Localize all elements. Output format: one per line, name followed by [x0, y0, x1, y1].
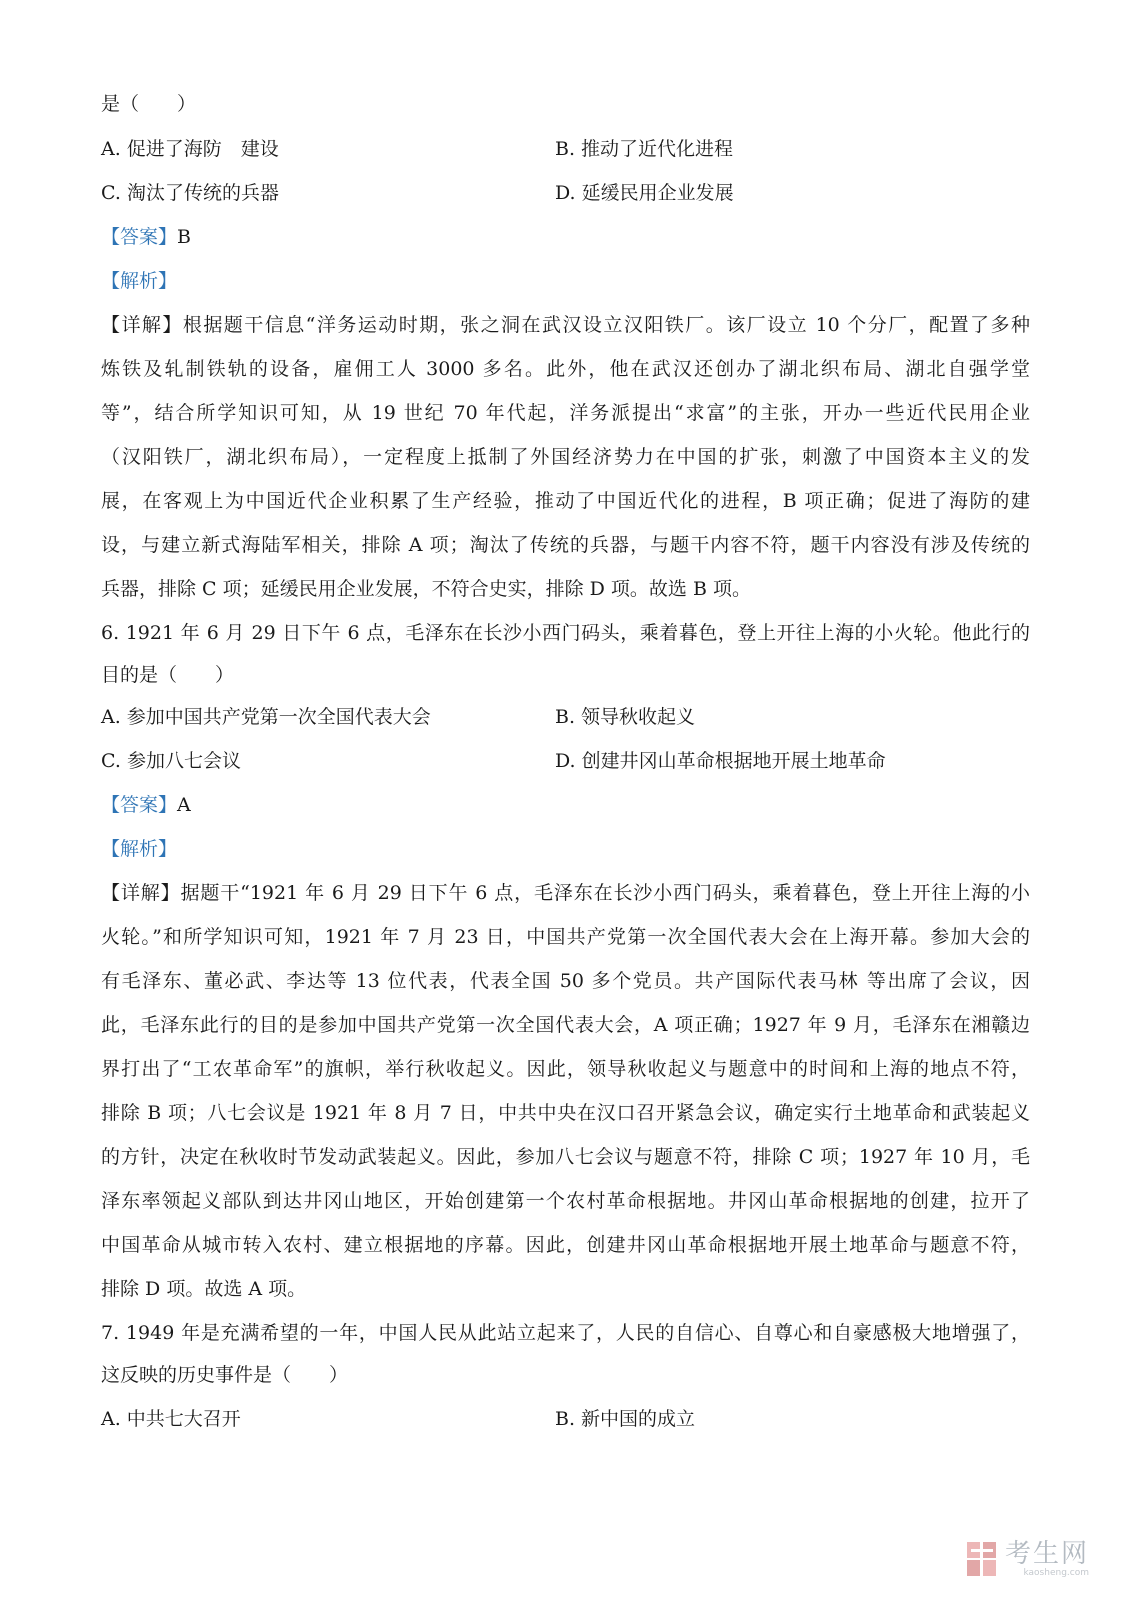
q7-option-a: A. 中共七大召开 — [101, 1408, 241, 1430]
q6-detail-line-7: 的方针，决定在秋收时节发动武装起义。因此，参加八七会议与题意不符，排除 C 项；1927 年 10 月，毛 — [101, 1146, 1030, 1168]
q5-option-b: B. 推动了近代化进程 — [555, 138, 734, 160]
q6-detail-line-10: 排除 D 项。故选 A 项。 — [101, 1278, 307, 1300]
q6-detail-line-1 — [101, 881, 1030, 905]
q5-option-c: C. 淘汰了传统的兵器 — [101, 182, 279, 204]
q6-detail-line-6: 排除 B 项；八七会议是 1921 年 8 月 7 日，中共中央在汉口召开紧急会议，确定实行土地革命和武装起义 — [101, 1102, 1030, 1124]
q6-option-a: A. 参加中国共产党第一次全国代表大会 — [101, 706, 431, 728]
q5-option-d: D. 延缓民用企业发展 — [555, 182, 734, 204]
q5-analysis-tag: 【解析】 — [101, 270, 178, 292]
q6-answer — [101, 793, 191, 817]
q7-stem-line-2: 这反映的历史事件是（ ） — [101, 1364, 349, 1386]
q5-detail-line-3: 等”，结合所学知识可知，从 19 世纪 70 年代起，洋务派提出“求富”的主张，开办一些近代民用企业 — [101, 402, 1030, 424]
q5-detail-line-4: （汉阳铁厂，湖北织布局），一定程度上抵制了外国经济势力在中国的扩张，刺激了中国资本主义的发 — [101, 446, 1030, 468]
answer-value: B — [177, 226, 191, 248]
q6-option-c: C. 参加八七会议 — [101, 750, 241, 772]
watermark-text: 考生网 — [1004, 1539, 1089, 1569]
q6-option-d: D. 创建井冈山革命根据地开展土地革命 — [555, 750, 886, 772]
q5-stem-end: 是（ ） — [101, 93, 197, 115]
q5-detail-line-5: 展，在客观上为中国近代企业积累了生产经验，推动了中国近代化的进程，B 项正确；促进了海防的建 — [101, 490, 1030, 512]
q5-detail-line-1 — [101, 313, 1030, 337]
q6-detail-line-5: 界打出了“工农革命军”的旗帜，举行秋收起义。因此，领导秋收起义与题意中的时间和上海的地点不符， — [101, 1058, 1030, 1080]
detail-tag: 【详解】 — [101, 882, 181, 904]
q6-detail-line-3: 有毛泽东、董必武、李达等 13 位代表，代表全国 50 多个党员。共产国际代表马林 等出席了会议，因 — [101, 970, 1030, 992]
q5-detail-line-2: 炼铁及轧制铁轨的设备，雇佣工人 3000 多名。此外，他在武汉还创办了湖北织布局、湖北自强学堂 — [101, 358, 1030, 380]
q7-option-b: B. 新中国的成立 — [555, 1408, 696, 1430]
q6-stem-line-1: 6. 1921 年 6 月 29 日下午 6 点，毛泽东在长沙小西门码头，乘着暮色，登上开往上海的小火轮。他此行的 — [101, 622, 1030, 644]
watermark-url: kaosheng.com — [1023, 1568, 1089, 1578]
q6-option-b: B. 领导秋收起义 — [555, 706, 696, 728]
q6-stem-line-2: 目的是（ ） — [101, 664, 235, 686]
q6-detail-line-8: 泽东率领起义部队到达井冈山地区，开始创建第一个农村革命根据地。井冈山革命根据地的创建，拉开了 — [101, 1190, 1030, 1212]
q5-answer — [101, 225, 191, 249]
q6-detail-line-2: 火轮。”和所学知识可知，1921 年 7 月 23 日，中国共产党第一次全国代表大会在上海开幕。参加大会的 — [101, 926, 1030, 948]
detail-tag: 【详解】 — [101, 314, 183, 336]
q5-detail-line-7: 兵器，排除 C 项；延缓民用企业发展，不符合史实，排除 D 项。故选 B 项。 — [101, 578, 751, 600]
answer-tag: 【答案】 — [101, 226, 178, 248]
watermark — [965, 1540, 1089, 1578]
detail-text: 据题干“1921 年 6 月 29 日下午 6 点，毛泽东在长沙小西门码头，乘着暮色，登上开往上海的小 — [180, 882, 1030, 904]
q6-analysis-tag: 【解析】 — [101, 838, 178, 860]
answer-tag: 【答案】 — [101, 794, 178, 816]
kaosheng-logo-icon — [965, 1540, 999, 1578]
detail-text: 根据题干信息“洋务运动时期，张之洞在武汉设立汉阳铁厂。该厂设立 10 个分厂，配置了多种 — [182, 314, 1030, 336]
answer-value: A — [177, 794, 191, 816]
q7-stem-line-1: 7. 1949 年是充满希望的一年，中国人民从此站立起来了，人民的自信心、自尊心和自豪感极大地增强了， — [101, 1322, 1030, 1344]
q6-detail-line-9: 中国革命从城市转入农村、建立根据地的序幕。因此，创建井冈山革命根据地开展土地革命与题意不符， — [101, 1234, 1030, 1256]
q5-detail-line-6: 设，与建立新式海陆军相关，排除 A 项；淘汰了传统的兵器，与题干内容不符，题干内容没有涉及传统的 — [101, 534, 1030, 556]
q6-detail-line-4: 此，毛泽东此行的目的是参加中国共产党第一次全国代表大会，A 项正确；1927 年 9 月，毛泽东在湘赣边 — [101, 1014, 1030, 1036]
q5-option-a: A. 促进了海防 建设 — [101, 138, 279, 160]
